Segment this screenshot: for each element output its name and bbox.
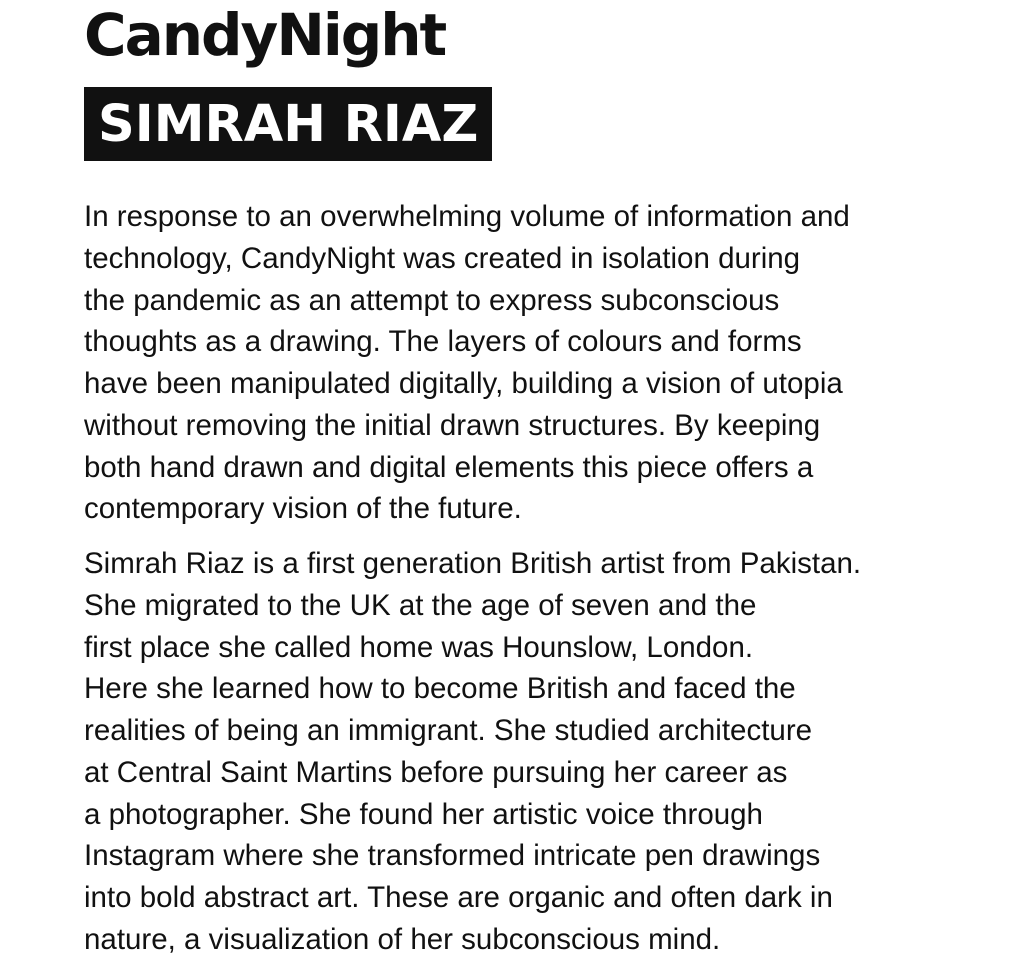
description-line: In response to an overwhelming volume of information and <box>84 200 850 233</box>
description-line: contemporary vision of the future. <box>84 492 522 526</box>
biography-line: first place she called home was Hounslow, London. <box>84 630 754 664</box>
artwork-description <box>84 196 850 530</box>
description-line: have been manipulated digitally, building a vision of utopia <box>84 367 843 400</box>
artwork-title: CandyNight <box>84 1 446 69</box>
biography-line: realities of being an immigrant. She studied architecture <box>84 714 813 747</box>
biography-line: a photographer. She found her artistic voice through <box>84 797 763 831</box>
artist-name-banner: SIMRAH RIAZ <box>84 87 492 161</box>
description-line: the pandemic as an attempt to express subconscious <box>84 283 780 317</box>
biography-line: at Central Saint Martins before pursuing her career as <box>84 755 788 789</box>
description-line: technology, CandyNight was created in isolation during <box>84 241 801 275</box>
biography-line: Here she learned how to become British and faced the <box>84 672 796 706</box>
biography-line: Simrah Riaz is a first generation British artist from Pakistan. <box>84 547 862 580</box>
biography-line: Instagram where she transformed intricate pen drawings <box>84 839 821 873</box>
biography-line: into bold abstract art. These are organic and often dark in <box>84 881 833 914</box>
description-line: without removing the initial drawn structures. By keeping <box>84 408 821 442</box>
artist-biography <box>84 543 861 961</box>
biography-line: She migrated to the UK at the age of seven and the <box>84 588 757 622</box>
description-line: both hand drawn and digital elements this piece offers a <box>84 450 814 484</box>
description-line: thoughts as a drawing. The layers of colours and forms <box>84 325 802 359</box>
biography-line: nature, a visualization of her subconscious mind. <box>84 922 721 956</box>
